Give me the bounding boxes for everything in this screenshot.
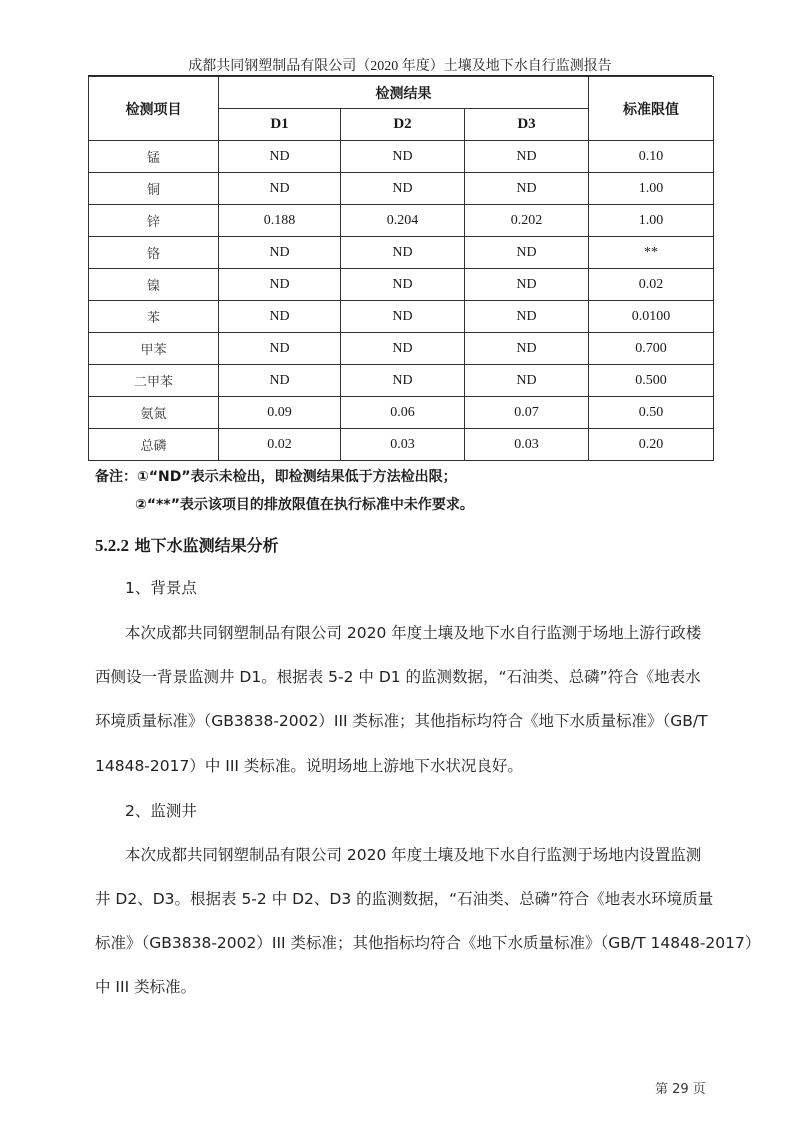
- note-2: ②“**”表示该项目的排放限值在执行标准中未作要求。: [135, 497, 474, 513]
- table-row: [89, 205, 714, 237]
- paragraph-2-line: 井 D2、D3。根据表 5-2 中 D2、D3 的监测数据，“石油类、总磷”符合《地表水环境质量: [95, 890, 714, 908]
- d1-cell: 0.09: [219, 397, 341, 429]
- paragraph-1-line: 本次成都共同钢塑制品有限公司 2020 年度土壤及地下水自行监测于场地上游行政楼: [125, 624, 702, 642]
- note-1: 备注：①“ND”表示未检出，即检测结果低于方法检出限；: [95, 469, 457, 485]
- table-header-row: [89, 77, 714, 109]
- subsection-1-title: 1、背景点: [125, 579, 197, 597]
- table-row: [89, 365, 714, 397]
- d1-cell: 0.188: [219, 205, 341, 237]
- page-number: 第 29 页: [655, 1082, 706, 1097]
- d2-cell: ND: [341, 301, 465, 333]
- item-cell: 镍: [89, 269, 219, 301]
- paragraph-2-line: 本次成都共同钢塑制品有限公司 2020 年度土壤及地下水自行监测于场地内设置监测: [125, 846, 702, 864]
- d2-cell: 0.03: [341, 429, 465, 461]
- paragraph-2-line: 中 III 类标准。: [95, 978, 197, 996]
- limit-cell: 0.10: [589, 141, 714, 173]
- d3-cell: ND: [465, 333, 589, 365]
- item-cell: 锰: [89, 141, 219, 173]
- d3-cell: ND: [465, 141, 589, 173]
- paragraph-1-line: 14848-2017）中 III 类标准。说明场地上游地下水状况良好。: [95, 757, 523, 775]
- running-header: 成都共同钢塑制品有限公司（2020 年度）土壤及地下水自行监测报告: [188, 59, 612, 74]
- col-header-limit: 标准限值: [589, 77, 714, 141]
- limit-cell: 0.20: [589, 429, 714, 461]
- d1-cell: ND: [219, 365, 341, 397]
- col-header-d2: D2: [341, 109, 465, 141]
- d1-cell: ND: [219, 141, 341, 173]
- col-header-d1: D1: [219, 109, 341, 141]
- d3-cell: ND: [465, 173, 589, 205]
- item-cell: 苯: [89, 301, 219, 333]
- d2-cell: ND: [341, 269, 465, 301]
- paragraph-1-line: 环境质量标准》（GB3838-2002）III 类标准；其他指标均符合《地下水质量标准》（GB/T: [95, 712, 708, 730]
- table-row: [89, 141, 714, 173]
- d1-cell: 0.02: [219, 429, 341, 461]
- results-table: [88, 76, 714, 461]
- paragraph-1-line: 西侧设一背景监测井 D1。根据表 5-2 中 D1 的监测数据，“石油类、总磷”符合《地表水: [95, 668, 701, 686]
- limit-cell: 0.50: [589, 397, 714, 429]
- d2-cell: ND: [341, 365, 465, 397]
- limit-cell: 1.00: [589, 173, 714, 205]
- d2-cell: ND: [341, 173, 465, 205]
- paragraph-2-line: 标准》（GB3838-2002）III 类标准；其他指标均符合《地下水质量标准》（GB/T 14848-2017）: [95, 934, 761, 952]
- item-cell: 铬: [89, 237, 219, 269]
- limit-cell: 1.00: [589, 205, 714, 237]
- d2-cell: 0.204: [341, 205, 465, 237]
- d3-cell: 0.03: [465, 429, 589, 461]
- d2-cell: ND: [341, 333, 465, 365]
- limit-cell: 0.0100: [589, 301, 714, 333]
- table-row: [89, 397, 714, 429]
- item-cell: 二甲苯: [89, 365, 219, 397]
- d3-cell: 0.202: [465, 205, 589, 237]
- d2-cell: 0.06: [341, 397, 465, 429]
- limit-cell: 0.500: [589, 365, 714, 397]
- limit-cell: **: [589, 237, 714, 269]
- limit-cell: 0.02: [589, 269, 714, 301]
- d2-cell: ND: [341, 141, 465, 173]
- table-row: [89, 301, 714, 333]
- d1-cell: ND: [219, 237, 341, 269]
- item-cell: 锌: [89, 205, 219, 237]
- d1-cell: ND: [219, 173, 341, 205]
- table-row: [89, 333, 714, 365]
- item-cell: 铜: [89, 173, 219, 205]
- table-row: [89, 269, 714, 301]
- subsection-2-title: 2、监测井: [125, 802, 197, 820]
- col-header-d3: D3: [465, 109, 589, 141]
- d3-cell: ND: [465, 301, 589, 333]
- d3-cell: ND: [465, 365, 589, 397]
- d2-cell: ND: [341, 237, 465, 269]
- col-header-item: 检测项目: [89, 77, 219, 141]
- d3-cell: 0.07: [465, 397, 589, 429]
- col-header-result: 检测结果: [219, 77, 589, 109]
- d1-cell: ND: [219, 333, 341, 365]
- item-cell: 总磷: [89, 429, 219, 461]
- d3-cell: ND: [465, 237, 589, 269]
- section-number: 5.2.2: [95, 536, 129, 555]
- table-row: [89, 429, 714, 461]
- table-row: [89, 173, 714, 205]
- d1-cell: ND: [219, 269, 341, 301]
- section-heading: [95, 536, 279, 556]
- item-cell: 甲苯: [89, 333, 219, 365]
- table-row: [89, 237, 714, 269]
- d3-cell: ND: [465, 269, 589, 301]
- section-title: 地下水监测结果分析: [134, 536, 279, 555]
- limit-cell: 0.700: [589, 333, 714, 365]
- d1-cell: ND: [219, 301, 341, 333]
- item-cell: 氨氮: [89, 397, 219, 429]
